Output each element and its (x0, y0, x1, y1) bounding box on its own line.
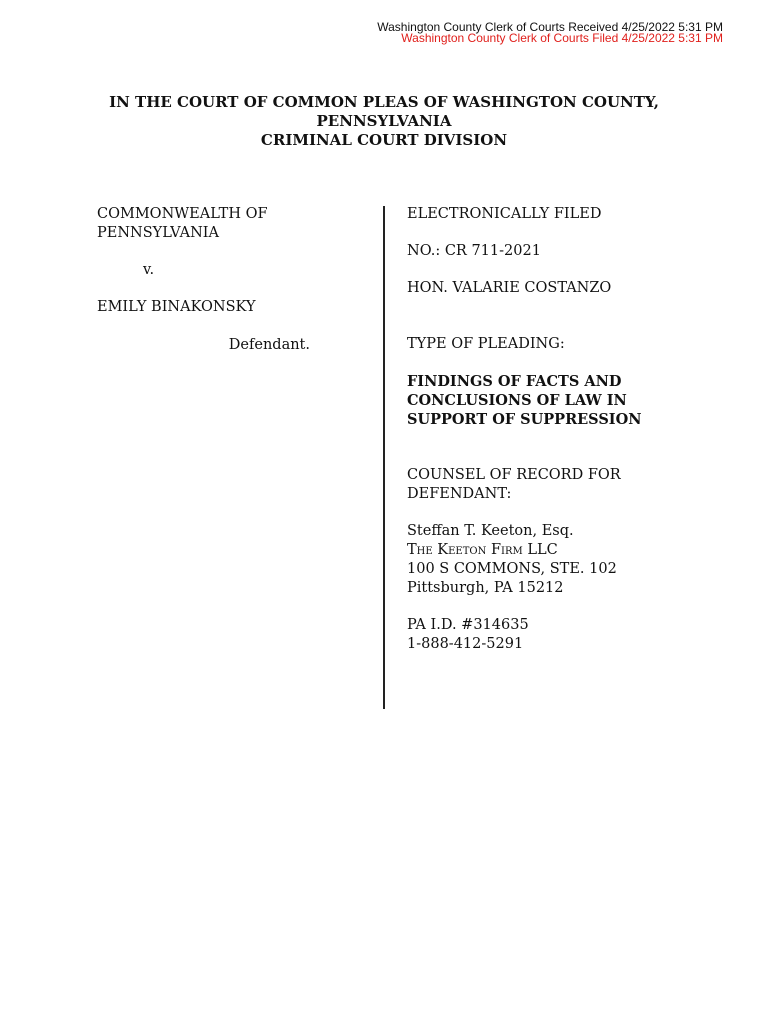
plaintiff-line-2: PENNSYLVANIA (97, 225, 219, 241)
attorney-name: Steffan T. Keeton, Esq. (407, 523, 574, 539)
counsel-label-line-2: DEFENDANT: (407, 486, 512, 502)
pleading-title-line-2: CONCLUSIONS OF LAW IN (407, 392, 627, 409)
filing-method: ELECTRONICALLY FILED (407, 206, 602, 222)
address-line-1: 100 S COMMONS, STE. 102 (407, 561, 617, 577)
versus-marker: v. (143, 262, 155, 278)
court-header-line-2: PENNSYLVANIA (316, 112, 452, 130)
address-line-2: Pittsburgh, PA 15212 (407, 580, 564, 596)
case-number: NO.: CR 711-2021 (407, 243, 541, 259)
court-header-line-1: IN THE COURT OF COMMON PLEAS OF WASHINGTON COUNTY, (109, 93, 659, 111)
plaintiff-line-1: COMMONWEALTH OF (97, 206, 268, 222)
filed-stamp: Washington County Clerk of Courts Filed 4/25/2022 5:31 PM (401, 31, 723, 45)
filing-info (407, 205, 727, 654)
court-header (0, 93, 768, 150)
pleading-title-line-1: FINDINGS OF FACTS AND (407, 373, 622, 390)
caption-divider (383, 206, 385, 709)
phone-number: 1-888-412-5291 (407, 636, 524, 652)
received-stamp: Washington County Clerk of Courts Received 4/25/2022 5:31 PM (377, 20, 723, 34)
judge-name: HON. VALARIE COSTANZO (407, 280, 612, 296)
firm-name: The Keeton Firm LLC (407, 542, 558, 558)
court-header-line-3: CRIMINAL COURT DIVISION (260, 131, 508, 149)
case-caption (97, 205, 367, 355)
counsel-label-line-1: COUNSEL OF RECORD FOR (407, 467, 621, 483)
pleading-type-label: TYPE OF PLEADING: (407, 336, 565, 352)
defendant-name: EMILY BINAKONSKY (97, 299, 256, 315)
pa-id: PA I.D. #314635 (407, 617, 529, 633)
defendant-label: Defendant. (228, 337, 310, 353)
pleading-title-line-3: SUPPORT OF SUPPRESSION (407, 411, 642, 428)
